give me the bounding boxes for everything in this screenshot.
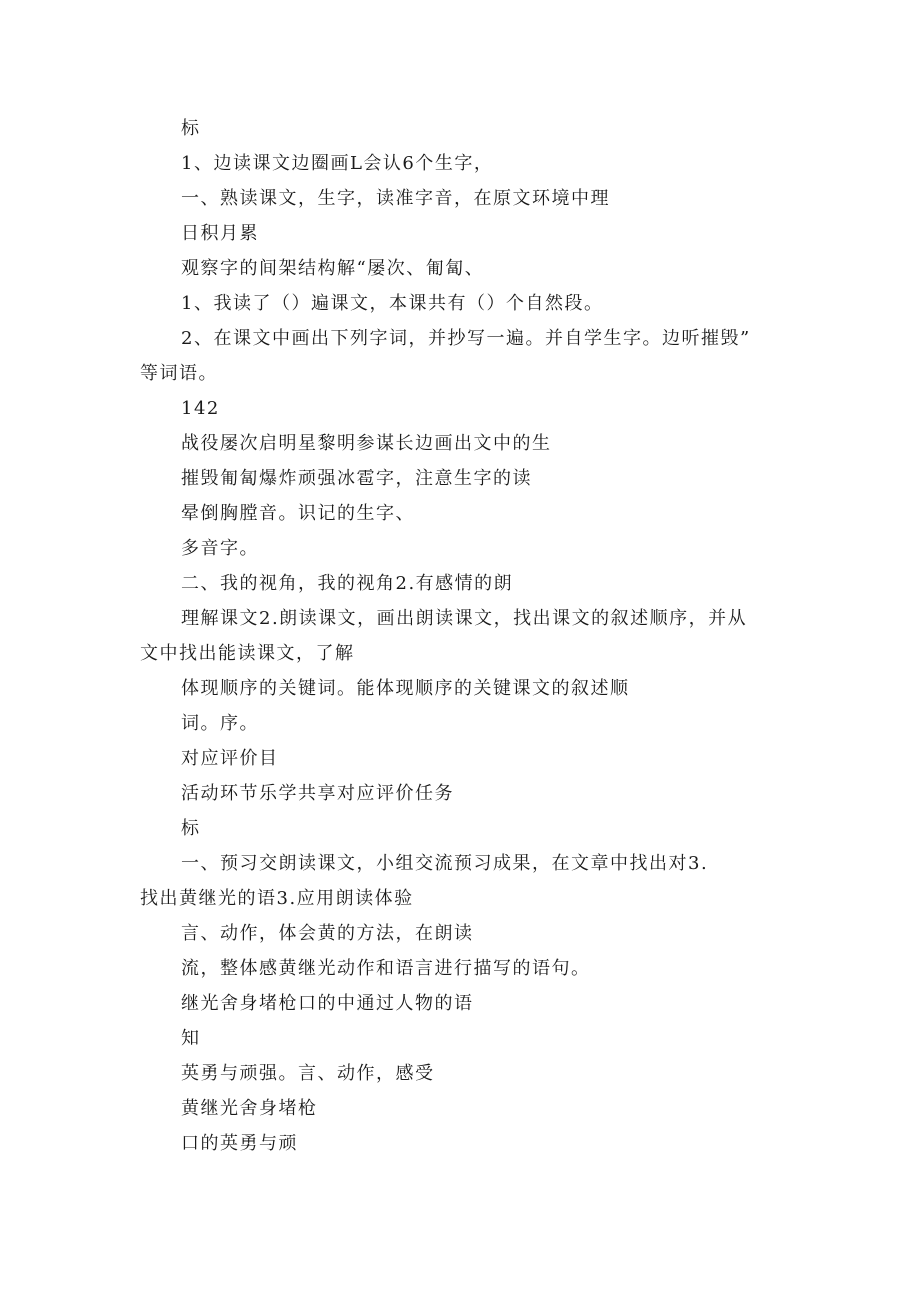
text-line: 二、我的视角，我的视角2.有感情的朗 bbox=[181, 573, 514, 594]
text-line: 知 bbox=[181, 1028, 201, 1049]
text-line: 言、动作，体会黄的方法，在朗读 bbox=[181, 923, 474, 944]
text-line: 黄继光舍身堵枪 bbox=[181, 1098, 318, 1119]
text-line: 多音字。 bbox=[181, 538, 259, 559]
text-line: 观察字的间架结构解“屡次、匍匐、 bbox=[181, 258, 485, 279]
text-line: 继光舍身堵枪口的中通过人物的语 bbox=[181, 993, 474, 1014]
text-line: 体现顺序的关键词。能体现顺序的关键课文的叙述顺 bbox=[181, 678, 630, 699]
text-line: 找出黄继光的语3.应用朗读体验 bbox=[140, 888, 414, 909]
text-line: 1、我读了（）遍课文，本课共有（）个自然段。 bbox=[181, 293, 604, 314]
text-line: 2、在课文中画出下列字词，并抄写一遍。并自学生字。边听摧毁” bbox=[181, 328, 751, 349]
text-line: 一、熟读课文，生字，读准字音，在原文环境中理 bbox=[181, 188, 610, 209]
text-line: 142 bbox=[181, 398, 220, 419]
text-line: 摧毁匍匐爆炸顽强冰雹字，注意生字的读 bbox=[181, 468, 532, 489]
text-line: 文中找出能读课文，了解 bbox=[140, 643, 355, 664]
text-line: 口的英勇与顽 bbox=[181, 1133, 298, 1154]
text-line: 活动环节乐学共享对应评价任务 bbox=[181, 783, 454, 804]
text-line: 标 bbox=[181, 818, 201, 839]
text-line: 战役屡次启明星黎明参谋长边画出文中的生 bbox=[181, 433, 552, 454]
text-line: 词。序。 bbox=[181, 713, 259, 734]
text-line: 日积月累 bbox=[181, 223, 259, 244]
text-line: 流，整体感黄继光动作和语言进行描写的语句。 bbox=[181, 958, 591, 979]
text-line: 标 bbox=[181, 118, 201, 139]
text-line: 晕倒胸膛音。识记的生字、 bbox=[181, 503, 415, 524]
text-line: 理解课文2.朗读课文，画出朗读课文，找出课文的叙述顺序，并从 bbox=[181, 608, 748, 629]
text-line: 等词语。 bbox=[140, 363, 218, 384]
text-line: 对应评价目 bbox=[181, 748, 279, 769]
text-line: 一、预习交朗读课文，小组交流预习成果，在文章中找出对3. bbox=[181, 853, 709, 874]
text-line: 1、边读课文边圈画L会认6个生字， bbox=[181, 153, 494, 174]
text-line: 英勇与顽强。言、动作，感受 bbox=[181, 1063, 435, 1084]
